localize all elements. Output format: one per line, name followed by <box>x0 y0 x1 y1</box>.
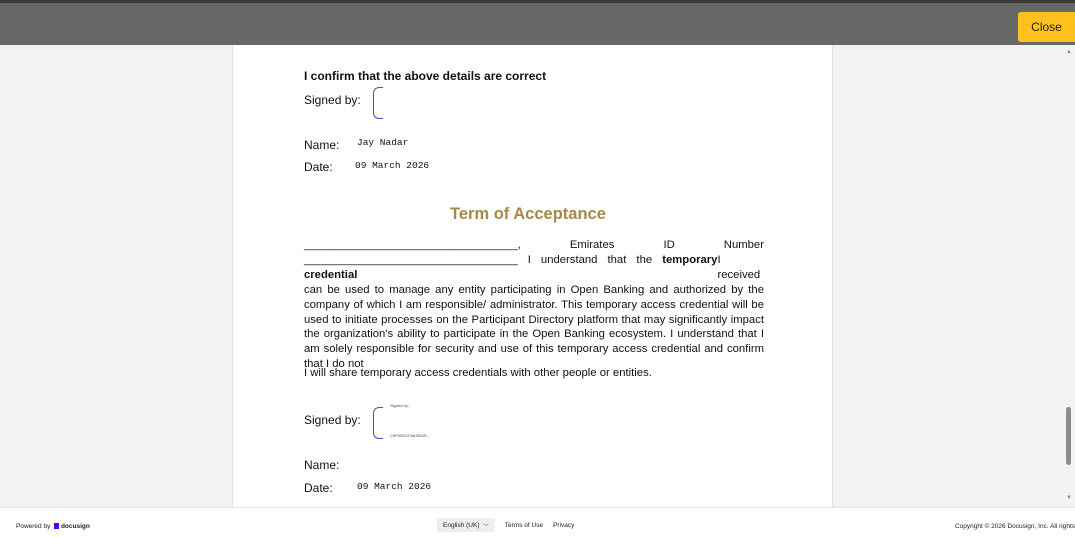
date-value: 09 March 2026 <box>355 160 430 171</box>
scroll-down-arrow-icon[interactable]: ▼ <box>1066 495 1072 501</box>
signature-bracket <box>373 87 383 119</box>
scroll-thumb[interactable] <box>1066 407 1071 465</box>
language-label: English (UK) <box>443 521 480 529</box>
date-value-2: 09 March 2026 <box>357 481 432 492</box>
name-label: Name: <box>304 138 340 152</box>
word-id: ID <box>663 239 675 251</box>
signature-envelope-id: C5F5SDCFA63941E... <box>390 433 431 438</box>
acceptance-title: Term of Acceptance <box>450 205 606 223</box>
powered-by-prefix: Powered by <box>16 523 51 530</box>
top-toolbar <box>0 0 1075 45</box>
word-emirates: Emirates <box>569 239 615 251</box>
date-label-2: Date: <box>304 481 333 495</box>
chevron-down-icon: ⌵ <box>483 521 489 528</box>
copyright: Copyright © 2026 Docusign, Inc. All rights <box>954 523 1075 530</box>
name-label-2: Name: <box>304 458 340 472</box>
blank-line-1: __________________________________, <box>304 239 521 251</box>
signature-signed-by-caption: Signed by: <box>390 403 409 408</box>
signed-by-label: Signed by: <box>304 93 361 107</box>
line2-pre: I understand that the <box>517 253 663 266</box>
paragraph-line-2 <box>304 253 764 283</box>
signature-fill <box>385 411 451 435</box>
signature-box <box>373 87 448 121</box>
paragraph-line-1 <box>304 238 764 253</box>
acceptance-paragraph <box>304 238 764 372</box>
redacted-name-2 <box>351 457 403 471</box>
name-value: Jay Nadar <box>357 137 409 148</box>
document-viewer[interactable] <box>0 45 1075 507</box>
date-label: Date: <box>304 160 333 174</box>
share-statement: I will share temporary access credentials with other people or entities. <box>304 367 652 379</box>
privacy-link[interactable]: Privacy <box>553 521 575 529</box>
docusign-logo-icon <box>54 523 59 529</box>
temporary-credential-term: temporary credential <box>304 253 718 281</box>
confirm-heading: I confirm that the above details are correct <box>304 69 547 83</box>
blank-line-2: __________________________________ <box>304 253 518 266</box>
signature-bracket-2 <box>373 407 383 439</box>
document-page <box>232 45 833 507</box>
vertical-scrollbar[interactable] <box>1063 45 1075 507</box>
line2-post: I received <box>717 253 761 281</box>
language-selector[interactable] <box>437 518 495 532</box>
signature-box-2 <box>373 403 448 441</box>
brand-name: docusign <box>60 523 90 530</box>
footer-links <box>437 518 574 532</box>
signed-by-label-2: Signed by: <box>304 413 361 427</box>
scroll-up-arrow-icon[interactable]: ▲ <box>1066 49 1072 55</box>
powered-by <box>16 523 90 530</box>
close-button[interactable]: Close <box>1018 12 1075 42</box>
footer <box>0 507 1075 537</box>
paragraph-rest: can be used to manage any entity participating in Open Banking and authorized by the company of which I am responsible/ administrator. This temporary access credential will be used to initiate processes on the Participant Directory platform that may significantly impact the organization's ability to participate in the Open Banking ecosystem. I understand that I am solely responsible for security and use of this temporary access credential and confirm that I do not <box>304 283 764 371</box>
word-number: Number <box>723 239 764 251</box>
terms-of-use-link[interactable]: Terms of Use <box>504 521 544 529</box>
